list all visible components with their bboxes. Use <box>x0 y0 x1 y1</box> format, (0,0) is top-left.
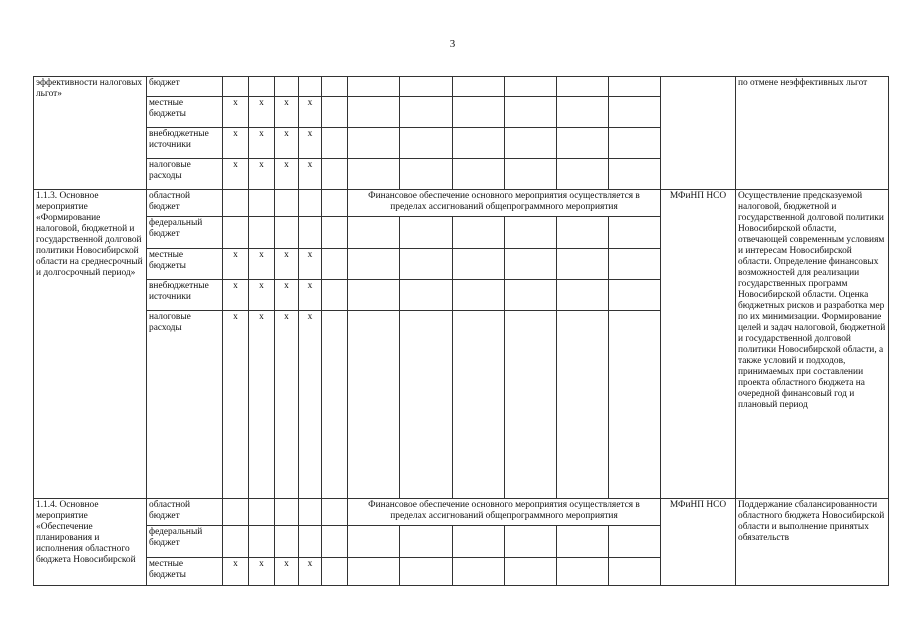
amount-cell <box>348 217 400 249</box>
funding-note: Финансовое обеспечение основного мероприятия осуществляется в пределах ассигнований общепрограммного мероприятия <box>348 499 661 526</box>
amount-cell <box>557 526 609 558</box>
amount-cell <box>322 217 348 249</box>
amount-cell <box>609 128 661 159</box>
amount-cell <box>557 97 609 128</box>
mark-cell: х <box>223 249 249 280</box>
amount-cell <box>348 128 400 159</box>
mark-cell <box>275 526 299 558</box>
amount-cell <box>453 217 505 249</box>
mark-cell: х <box>299 97 322 128</box>
mark-cell: х <box>223 558 249 586</box>
mark-cell <box>299 190 322 217</box>
amount-cell <box>322 526 348 558</box>
mark-cell: х <box>299 311 322 499</box>
funding-source: внебюджетные источники <box>147 128 223 159</box>
amount-cell <box>557 128 609 159</box>
mark-cell <box>223 190 249 217</box>
mark-cell <box>275 217 299 249</box>
funding-source: бюджет <box>147 77 223 97</box>
amount-cell <box>322 159 348 190</box>
mark-cell: х <box>275 280 299 311</box>
funding-source: местные бюджеты <box>147 97 223 128</box>
mark-cell <box>249 190 275 217</box>
amount-cell <box>400 128 453 159</box>
amount-cell <box>400 159 453 190</box>
amount-cell <box>505 97 557 128</box>
mark-cell <box>275 77 299 97</box>
mark-cell <box>299 499 322 526</box>
executor-cell <box>661 77 736 190</box>
amount-cell <box>322 280 348 311</box>
amount-cell <box>400 249 453 280</box>
mark-cell <box>299 217 322 249</box>
amount-cell <box>348 159 400 190</box>
page-number: 3 <box>449 38 456 50</box>
measures-grid <box>33 76 889 586</box>
result-cell: Поддержание сбалансированности областного бюджета Новосибирской области и выполнение принятых обязательств <box>736 499 889 586</box>
amount-cell <box>400 526 453 558</box>
mark-cell <box>223 499 249 526</box>
funding-source: федеральный бюджет <box>147 526 223 558</box>
mark-cell <box>275 499 299 526</box>
mark-cell: х <box>275 249 299 280</box>
amount-cell <box>322 558 348 586</box>
funding-source: областной бюджет <box>147 190 223 217</box>
amount-cell <box>400 558 453 586</box>
amount-cell <box>505 217 557 249</box>
mark-cell <box>249 217 275 249</box>
activity-cell: 1.1.4. Основное мероприятие «Обеспечение планирования и исполнения областного бюджета Новосибирской <box>34 499 147 586</box>
amount-cell <box>348 249 400 280</box>
funding-source: областной бюджет <box>147 499 223 526</box>
measures-table <box>33 76 889 586</box>
amount-cell <box>557 280 609 311</box>
result-cell: по отмене неэффективных льгот <box>736 77 889 190</box>
amount-cell <box>609 97 661 128</box>
mark-cell: х <box>275 159 299 190</box>
amount-cell <box>322 190 348 217</box>
mark-cell: х <box>223 311 249 499</box>
amount-cell <box>505 77 557 97</box>
amount-cell <box>348 311 400 499</box>
amount-cell <box>348 558 400 586</box>
mark-cell <box>299 77 322 97</box>
mark-cell: х <box>223 159 249 190</box>
amount-cell <box>400 280 453 311</box>
amount-cell <box>505 128 557 159</box>
funding-note: Финансовое обеспечение основного мероприятия осуществляется в пределах ассигнований общепрограммного мероприятия <box>348 190 661 217</box>
mark-cell: х <box>275 558 299 586</box>
mark-cell: х <box>249 97 275 128</box>
amount-cell <box>609 77 661 97</box>
amount-cell <box>453 280 505 311</box>
funding-source: налоговые расходы <box>147 311 223 499</box>
amount-cell <box>322 249 348 280</box>
mark-cell <box>223 526 249 558</box>
funding-source: местные бюджеты <box>147 558 223 586</box>
mark-cell: х <box>249 249 275 280</box>
amount-cell <box>348 280 400 311</box>
amount-cell <box>348 77 400 97</box>
amount-cell <box>453 77 505 97</box>
mark-cell: х <box>299 128 322 159</box>
amount-cell <box>557 159 609 190</box>
amount-cell <box>557 217 609 249</box>
mark-cell: х <box>249 311 275 499</box>
amount-cell <box>400 77 453 97</box>
table-row <box>34 77 889 97</box>
amount-cell <box>400 217 453 249</box>
amount-cell <box>557 311 609 499</box>
mark-cell: х <box>299 558 322 586</box>
amount-cell <box>505 249 557 280</box>
mark-cell: х <box>275 97 299 128</box>
amount-cell <box>453 97 505 128</box>
mark-cell: х <box>223 128 249 159</box>
mark-cell <box>249 526 275 558</box>
activity-cell: 1.1.3. Основное мероприятие «Формирование налоговой, бюджетной и государственной долговой политики Новосибирской области на среднесрочный и долгосрочный период» <box>34 190 147 499</box>
mark-cell <box>249 499 275 526</box>
mark-cell: х <box>249 159 275 190</box>
amount-cell <box>609 311 661 499</box>
mark-cell <box>223 77 249 97</box>
amount-cell <box>453 558 505 586</box>
executor-cell: МФиНП НСО <box>661 190 736 499</box>
executor-cell: МФиНП НСО <box>661 499 736 586</box>
mark-cell <box>249 77 275 97</box>
amount-cell <box>557 558 609 586</box>
amount-cell <box>609 159 661 190</box>
mark-cell: х <box>275 311 299 499</box>
mark-cell <box>299 526 322 558</box>
amount-cell <box>557 77 609 97</box>
amount-cell <box>453 249 505 280</box>
amount-cell <box>348 97 400 128</box>
mark-cell: х <box>299 159 322 190</box>
funding-source: внебюджетные источники <box>147 280 223 311</box>
amount-cell <box>505 311 557 499</box>
amount-cell <box>322 77 348 97</box>
amount-cell <box>322 499 348 526</box>
mark-cell: х <box>223 280 249 311</box>
amount-cell <box>505 526 557 558</box>
amount-cell <box>609 280 661 311</box>
amount-cell <box>453 128 505 159</box>
amount-cell <box>322 97 348 128</box>
amount-cell <box>505 159 557 190</box>
mark-cell: х <box>249 128 275 159</box>
amount-cell <box>453 159 505 190</box>
table-row <box>34 190 889 217</box>
mark-cell: х <box>249 280 275 311</box>
amount-cell <box>557 249 609 280</box>
mark-cell: х <box>299 280 322 311</box>
mark-cell <box>275 190 299 217</box>
amount-cell <box>505 558 557 586</box>
funding-source: федеральный бюджет <box>147 217 223 249</box>
amount-cell <box>322 311 348 499</box>
amount-cell <box>609 558 661 586</box>
activity-cell: эффективности налоговых льгот» <box>34 77 147 190</box>
mark-cell: х <box>249 558 275 586</box>
mark-cell <box>223 217 249 249</box>
amount-cell <box>453 311 505 499</box>
amount-cell <box>348 526 400 558</box>
amount-cell <box>400 97 453 128</box>
table-row <box>34 499 889 526</box>
amount-cell <box>505 280 557 311</box>
amount-cell <box>609 249 661 280</box>
result-cell: Осуществление предсказуемой налоговой, бюджетной и государственной долговой политики Новосибирской области, отвечающей современным условиям и интересам Новосибирской области. Определение финансовых возможностей для реализации государственных программ Новосибирской области. Оценка бюджетных рисков и разработка мер по их минимизации. Формирование целей и задач налоговой, бюджетной и государственной долговой политики Новосибирской области, а также условий и подходов, принимаемых при составлении проекта областного бюджета на очередной финансовый год и плановый период <box>736 190 889 499</box>
amount-cell <box>453 526 505 558</box>
mark-cell: х <box>275 128 299 159</box>
amount-cell <box>609 217 661 249</box>
funding-source: местные бюджеты <box>147 249 223 280</box>
amount-cell <box>400 311 453 499</box>
mark-cell: х <box>223 97 249 128</box>
amount-cell <box>322 128 348 159</box>
amount-cell <box>609 526 661 558</box>
mark-cell: х <box>299 249 322 280</box>
funding-source: налоговые расходы <box>147 159 223 190</box>
